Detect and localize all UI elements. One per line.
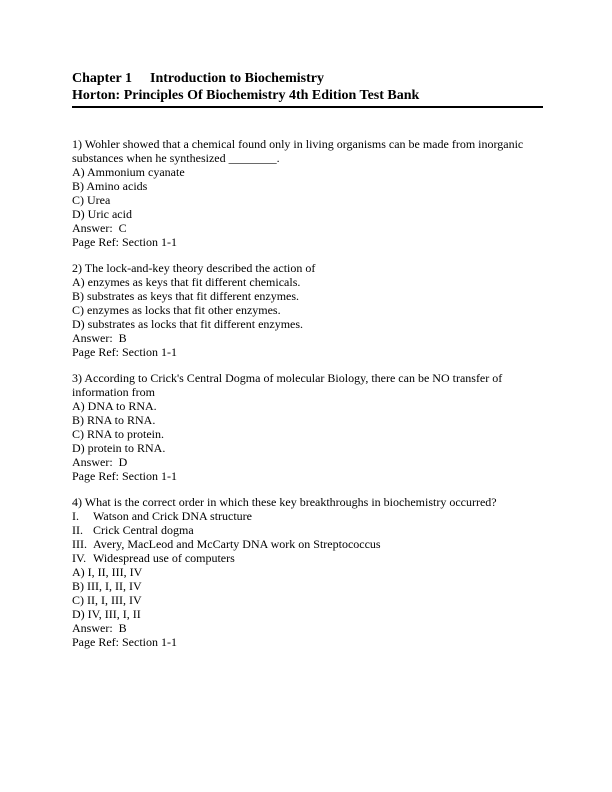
page-ref-line: Page Ref: Section 1-1	[72, 235, 177, 249]
question-stem-line: 1) Wohler showed that a chemical found only in living organisms can be made from inorganic	[72, 137, 524, 151]
question-block-2	[72, 261, 543, 359]
choice-d: D) substrates as locks that fit different enzymes.	[72, 317, 304, 331]
choice-d: D) Uric acid	[72, 207, 132, 221]
question-stem-line: 2) The lock-and-key theory described the action of	[72, 261, 316, 275]
chapter-label: Chapter 1	[72, 71, 133, 86]
page-ref-line: Page Ref: Section 1-1	[72, 345, 177, 359]
roman-item-text: Widespread use of computers	[93, 551, 235, 565]
answer-line: Answer: B	[72, 621, 127, 635]
page-ref-line: Page Ref: Section 1-1	[72, 635, 177, 649]
book-subtitle: Horton: Principles Of Biochemistry 4th Edition Test Bank	[72, 88, 420, 103]
roman-item-text: Avery, MacLeod and McCarty DNA work on Streptococcus	[93, 537, 381, 551]
choice-d: D) protein to RNA.	[72, 441, 166, 455]
question-stem-line: information from	[72, 385, 155, 399]
choice-a: A) enzymes as keys that fit different chemicals.	[72, 275, 301, 289]
roman-list-item	[72, 509, 543, 523]
roman-list-item	[72, 523, 543, 537]
choice-b: B) III, I, II, IV	[72, 579, 142, 593]
question-stem-line: substances when he synthesized ________.	[72, 151, 280, 165]
roman-list-item	[72, 551, 543, 565]
choice-c: C) II, I, III, IV	[72, 593, 142, 607]
roman-numeral: II.	[72, 523, 83, 537]
chapter-heading	[72, 70, 543, 87]
choice-a: A) I, II, III, IV	[72, 565, 143, 579]
question-block-4	[72, 495, 543, 649]
choice-b: B) substrates as keys that fit different enzymes.	[72, 289, 300, 303]
roman-numeral: I.	[72, 509, 79, 523]
question-stem-line: 4) What is the correct order in which these key breakthroughs in biochemistry occurred?	[72, 495, 497, 509]
choice-b: B) Amino acids	[72, 179, 148, 193]
choice-c: C) enzymes as locks that fit other enzymes.	[72, 303, 281, 317]
choice-b: B) RNA to RNA.	[72, 413, 156, 427]
roman-item-text: Watson and Crick DNA structure	[93, 509, 252, 523]
question-block-1	[72, 137, 543, 249]
answer-line: Answer: C	[72, 221, 127, 235]
roman-numeral: IV.	[72, 551, 87, 565]
question-stem-line: 3) According to Crick's Central Dogma of molecular Biology, there can be NO transfer of	[72, 371, 503, 385]
roman-numeral: III.	[72, 537, 87, 551]
choice-c: C) RNA to protein.	[72, 427, 164, 441]
answer-line: Answer: D	[72, 455, 128, 469]
page-ref-line: Page Ref: Section 1-1	[72, 469, 177, 483]
roman-item-text: Crick Central dogma	[93, 523, 194, 537]
question-block-3	[72, 371, 543, 483]
chapter-title: Introduction to Biochemistry	[150, 71, 324, 86]
answer-line: Answer: B	[72, 331, 127, 345]
roman-list-item	[72, 537, 543, 551]
question-list	[72, 137, 543, 649]
choice-c: C) Urea	[72, 193, 111, 207]
document-header	[72, 70, 543, 108]
choice-a: A) Ammonium cyanate	[72, 165, 185, 179]
choice-d: D) IV, III, I, II	[72, 607, 141, 621]
choice-a: A) DNA to RNA.	[72, 399, 157, 413]
